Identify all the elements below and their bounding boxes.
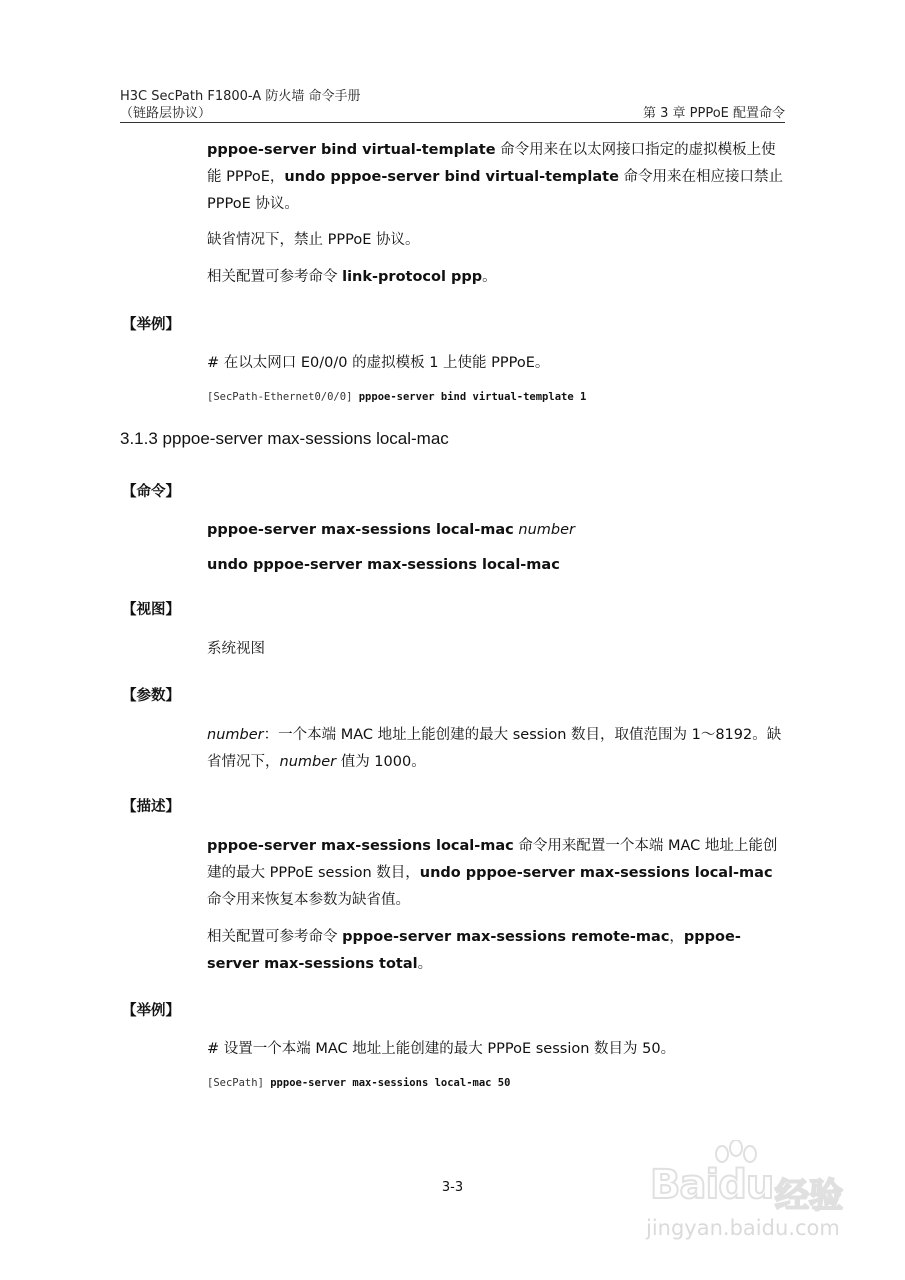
example-code: [207, 390, 586, 404]
text-run: ，: [669, 929, 684, 945]
header-chapter: 第 3 章 PPPoE 配置命令: [642, 106, 785, 121]
intro-paragraph-1: [207, 137, 785, 218]
desc-paragraph-2: [207, 924, 785, 978]
example-comment-2: # 设置一个本端 MAC 地址上能创建的最大 PPPoE session 数目为 50。: [207, 1041, 676, 1057]
example-heading: 【举例】: [122, 317, 180, 333]
code-command: pppoe-server max-sessions local-mac 50: [270, 1077, 511, 1089]
text-run: 命令用来配置一个本端 MAC 地址上能创建的最大 PPPoE session 数目，: [207, 838, 778, 881]
example-code-2: [207, 1076, 510, 1090]
view-heading: 【视图】: [122, 602, 180, 618]
text-run: undo pppoe-server bind virtual-template: [284, 169, 619, 185]
text-run: number: [518, 522, 575, 538]
text-run: 命令用来恢复本参数为缺省值。: [207, 892, 410, 908]
text-run: link-protocol ppp: [342, 269, 483, 285]
watermark-cn: 经验: [775, 1176, 843, 1216]
watermark-url: jingyan.baidu.com: [646, 1216, 840, 1240]
text-run: 值为 1000。: [336, 754, 426, 770]
header-subtitle: （链路层协议）: [120, 106, 212, 121]
header-divider: [120, 122, 785, 123]
text-run: 。: [482, 269, 497, 285]
text-run: pppoe-server max-sessions local-mac: [207, 522, 514, 538]
text-run: pppoe-server max-sessions total: [207, 929, 741, 972]
code-prompt: [SecPath-Ethernet0/0/0]: [207, 391, 353, 403]
baidu-jingyan-watermark: [640, 1140, 870, 1250]
text-run: number: [207, 727, 264, 743]
text-run: number: [279, 754, 337, 770]
page-number: 3-3: [441, 1180, 464, 1195]
text-run: 相关配置可参考命令: [207, 269, 343, 285]
example-comment: # 在以太网口 E0/0/0 的虚拟模板 1 上使能 PPPoE。: [207, 355, 550, 371]
example-heading-2: 【举例】: [122, 1003, 180, 1019]
text-run: 。: [417, 956, 433, 972]
param-text: [207, 722, 785, 776]
command-syntax-1: [207, 517, 785, 544]
intro-paragraph-3: [207, 264, 785, 291]
text-run: undo pppoe-server max-sessions local-mac: [207, 557, 560, 573]
text-run: pppoe-server max-sessions remote-mac: [342, 929, 670, 945]
text-run: 命令用来在以太网接口指定的虚拟模板上使能 PPPoE，: [207, 142, 776, 185]
code-command: pppoe-server bind virtual-template 1: [358, 391, 587, 403]
param-heading: 【参数】: [122, 688, 180, 704]
watermark-brand: Baidu: [650, 1162, 774, 1208]
text-run: 相关配置可参考命令: [207, 929, 343, 945]
header-title: H3C SecPath F1800-A 防火墙 命令手册: [120, 89, 361, 104]
desc-paragraph-1: [207, 833, 785, 914]
text-run: 命令用来在相应接口禁止 PPPoE 协议。: [207, 169, 784, 212]
intro-paragraph-2: 缺省情况下，禁止 PPPoE 协议。: [207, 232, 420, 248]
code-prompt: [SecPath]: [207, 1077, 264, 1089]
text-run: undo pppoe-server max-sessions local-mac: [419, 865, 773, 881]
text-run: ：一个本端 MAC 地址上能创建的最大 session 数目，取值范围为 1～8192。缺省情况下，: [207, 727, 782, 770]
desc-heading: 【描述】: [122, 799, 180, 815]
text-run: pppoe-server max-sessions local-mac: [207, 838, 514, 854]
command-heading: 【命令】: [122, 484, 180, 500]
view-text: 系统视图: [207, 641, 265, 657]
section-title: 3.1.3 pppoe-server max-sessions local-mac: [120, 429, 449, 448]
command-syntax-2: [207, 552, 785, 579]
text-run: pppoe-server bind virtual-template: [207, 142, 496, 158]
